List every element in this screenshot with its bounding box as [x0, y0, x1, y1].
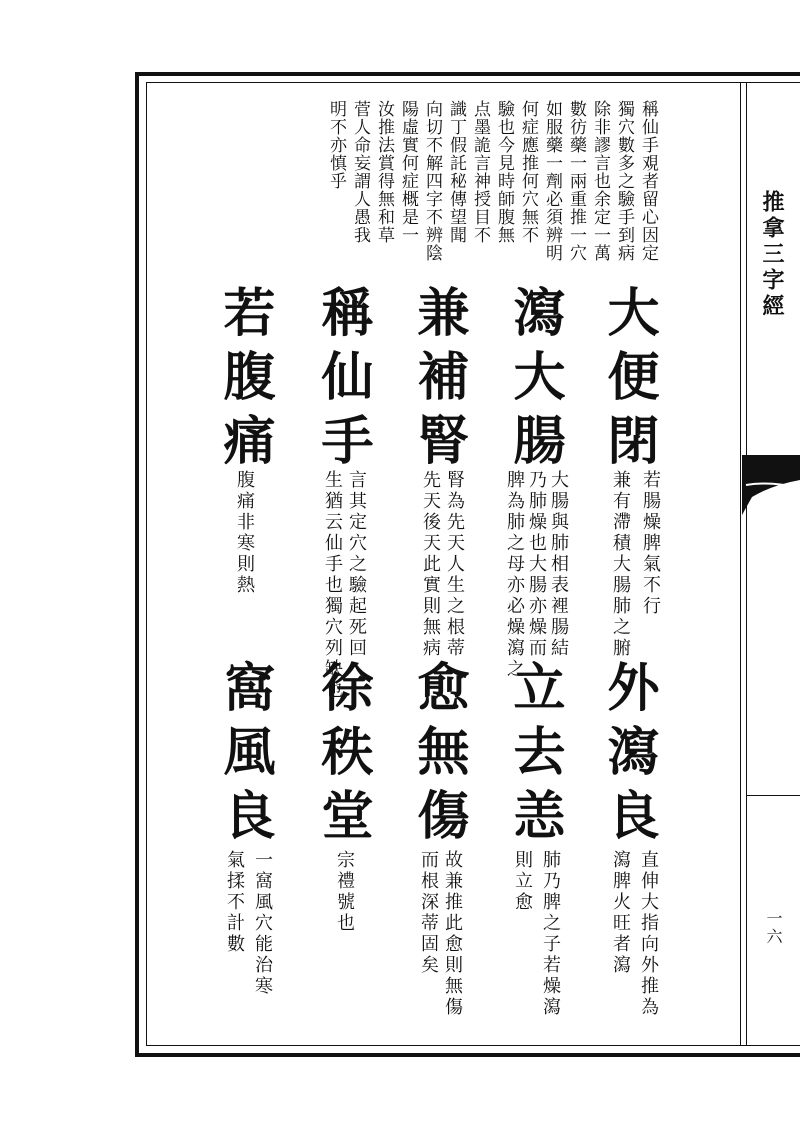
verse-annotation: 氣揉不計數	[224, 850, 245, 955]
verse-main: 徐秩堂	[312, 660, 373, 852]
verse-main: 窩風良	[214, 660, 275, 852]
intro-note-line: 汝推法賞得無和草	[374, 100, 394, 244]
verse-annotation: 若腸燥脾氣不行	[640, 470, 661, 617]
intro-note-line: 識丁假託秘傳望聞	[446, 100, 466, 244]
margin-divider-right	[746, 82, 747, 1046]
verse-main: 瀉大腸	[504, 285, 565, 477]
verse-annotation: 故兼推此愈則無傷	[442, 850, 463, 1018]
verse-main: 稱仙手	[312, 285, 373, 477]
verse-main: 若腹痛	[214, 285, 275, 477]
verse-annotation: 先天後天此實則無病	[420, 470, 441, 659]
intro-note-line: 向切不解四字不辨陰	[422, 100, 442, 262]
verse-annotation: 乃肺燥也大腸亦燥而	[526, 470, 547, 659]
page-number: 一六	[764, 910, 783, 946]
verse-annotation: 而根深蒂固矣	[418, 850, 439, 976]
verse-main: 外瀉良	[598, 660, 659, 852]
verse-annotation: 腹痛非寒則熱	[234, 470, 255, 596]
intro-note-line: 点墨詭言神授目不	[470, 100, 490, 244]
verse-annotation: 一窩風穴能治寒	[252, 850, 273, 997]
verse-main: 兼補腎	[408, 285, 469, 477]
verse-main: 大便閉	[598, 285, 659, 477]
verse-annotation: 大腸與肺相表裡腸結	[548, 470, 569, 659]
intro-note-line: 菅人命妄謂人愚我	[350, 100, 370, 244]
verse-annotation: 兼有滯積大腸肺之腑	[610, 470, 631, 659]
verse-annotation: 脾為肺之母亦必燥瀉之	[504, 470, 525, 680]
verse-annotation: 瀉脾火旺者瀉	[610, 850, 631, 976]
intro-note-line: 驗也今見時師腹無	[494, 100, 514, 244]
verse-annotation: 肺乃脾之子若燥瀉	[540, 850, 561, 1018]
verse-annotation: 宗禮號也	[334, 850, 355, 934]
black-margin-band	[742, 455, 800, 515]
intro-note-line: 何症應推何穴無不	[518, 100, 538, 244]
margin-divider-left	[740, 82, 741, 1046]
intro-note-line: 陽虛實何症概是一	[398, 100, 418, 244]
verse-annotation: 腎為先天人生之根蒂	[444, 470, 465, 659]
verse-annotation: 言其定穴之驗起死回	[346, 470, 367, 659]
intro-note-line: 數彷藥一兩重推一穴	[566, 100, 586, 262]
verse-main: 立去恙	[504, 660, 565, 852]
margin-cross-line	[746, 795, 800, 796]
verse-annotation: 直伸大指向外推為	[638, 850, 659, 1018]
intro-note-line: 明不亦慎乎	[326, 100, 346, 190]
verse-annotation: 生猶云仙手也獨穴列缺也	[322, 470, 343, 701]
intro-note-line: 獨穴數多之驗手到病	[614, 100, 634, 262]
book-title: 推拿三字經	[759, 190, 785, 320]
intro-note-line: 如服藥一劑必須辨明	[542, 100, 562, 262]
intro-note-line: 稱仙手覌者留心因定	[638, 100, 658, 262]
verse-annotation: 則立愈	[512, 850, 533, 913]
verse-main: 愈無傷	[408, 660, 469, 852]
intro-note-line: 除非謬言也余定一萬	[590, 100, 610, 262]
